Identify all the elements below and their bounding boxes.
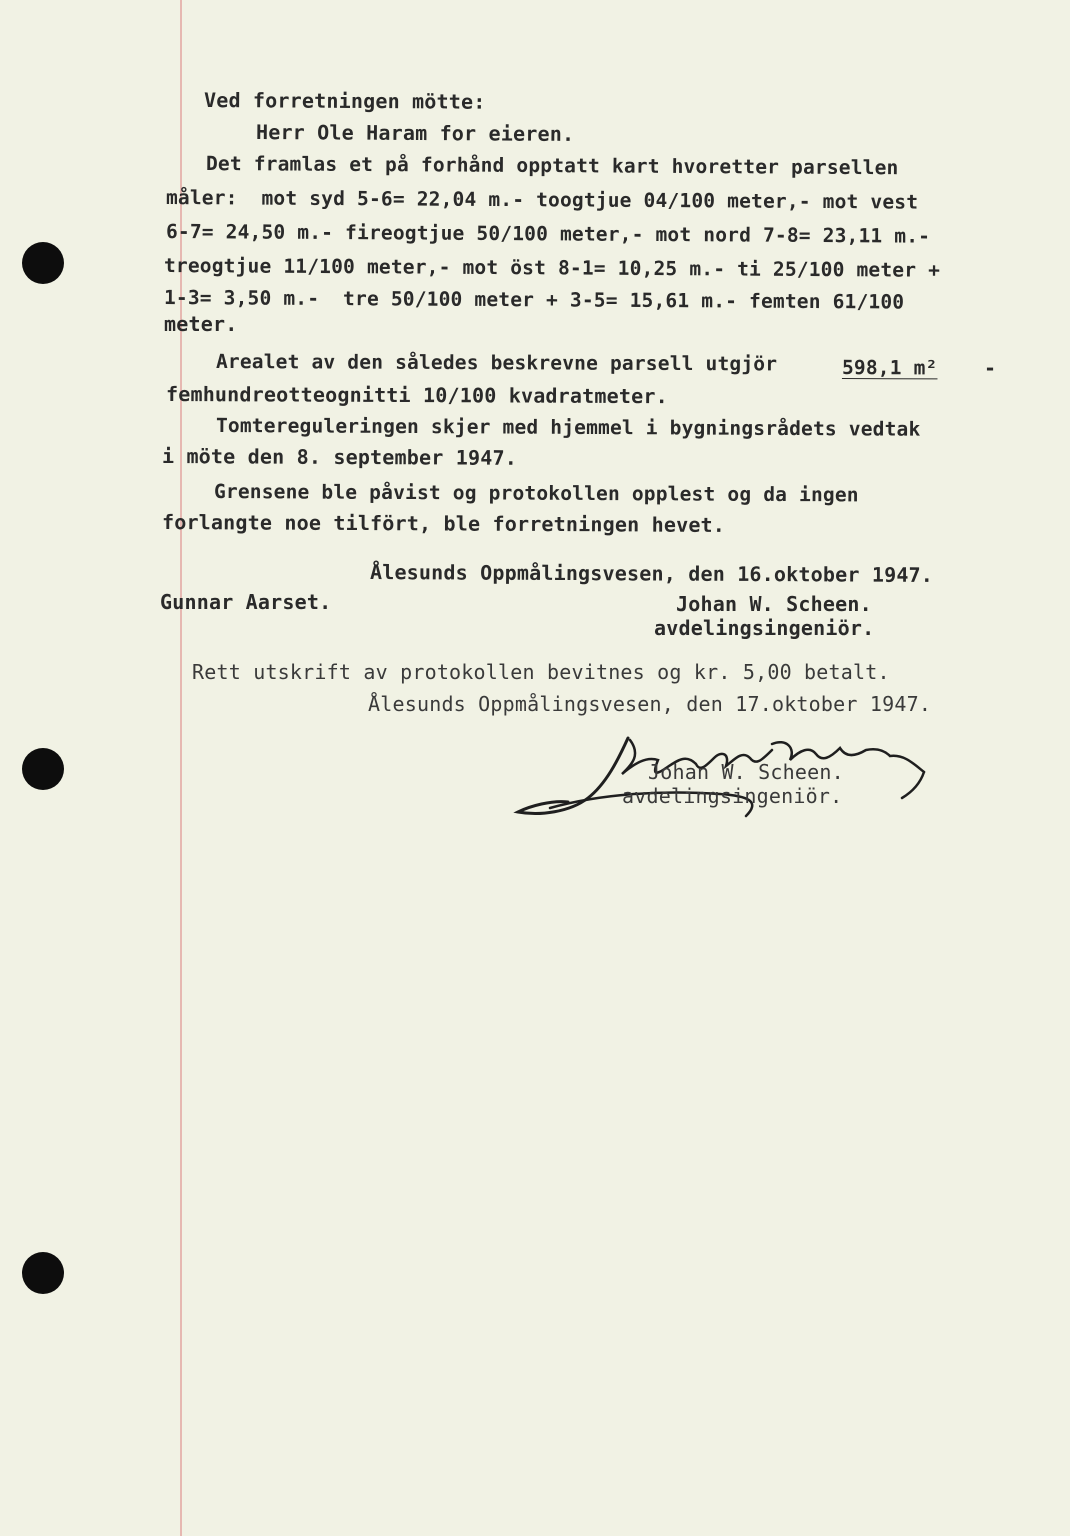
text-line-2: Herr Ole Haram for eieren. [255,120,575,146]
area-value: 598,1 m² [841,356,938,380]
witness-name: Gunnar Aarset. [160,590,332,614]
text-line-13: Grensene ble påvist og protokollen opplest og da ingen [213,480,859,507]
text-line-11: Tomtereguleringen skjer med hjemmel i bygningsrådets vedtak [215,414,921,441]
punch-hole-top [22,242,64,284]
dated-line-1: Ålesunds Oppmålingsvesen, den 16.oktober 1947. [369,560,934,587]
text-line-1: Ved forretningen mötte: [203,88,486,114]
dated-line-2: Ålesunds Oppmålingsvesen, den 17.oktober 1947. [368,692,932,716]
signer-name-1: Johan W. Scheen. [676,592,872,616]
text-line-9: Arealet av den således beskrevne parsell utgjör [215,350,778,376]
text-line-6: treogtjue 11/100 meter,- mot öst 8-1= 10,25 m.- ti 25/100 meter + [163,254,941,282]
punch-hole-bottom [22,1252,64,1294]
text-line-10: femhundreotteognitti 10/100 kvadratmeter. [165,382,668,409]
certification-line: Rett utskrift av protokollen bevitnes og kr. 5,00 betalt. [192,660,890,684]
signer-name-2: Johan W. Scheen. [648,760,844,784]
text-line-7: 1-3= 3,50 m.- tre 50/100 meter + 3-5= 15,61 m.- femten 61/100 [163,286,905,314]
text-line-8: meter. [164,312,238,336]
text-line-3: Det framlas et på forhånd opptatt kart hvoretter parsellen [205,152,899,180]
text-line-5: 6-7= 24,50 m.- fireogtjue 50/100 meter,- mot nord 7-8= 23,11 m.- [165,220,931,248]
text-line-4: måler: mot syd 5-6= 22,04 m.- toogtjue 04/100 meter,- mot vest [165,186,919,214]
signer-title-2: avdelingsingeniör. [622,784,843,808]
area-dash: - [984,356,997,380]
punch-hole-middle [22,748,64,790]
text-line-12: i möte den 8. september 1947. [161,444,518,470]
signer-title-1: avdelingsingeniör. [654,616,875,640]
text-line-14: forlangte noe tilfört, ble forretningen hevet. [161,510,726,537]
